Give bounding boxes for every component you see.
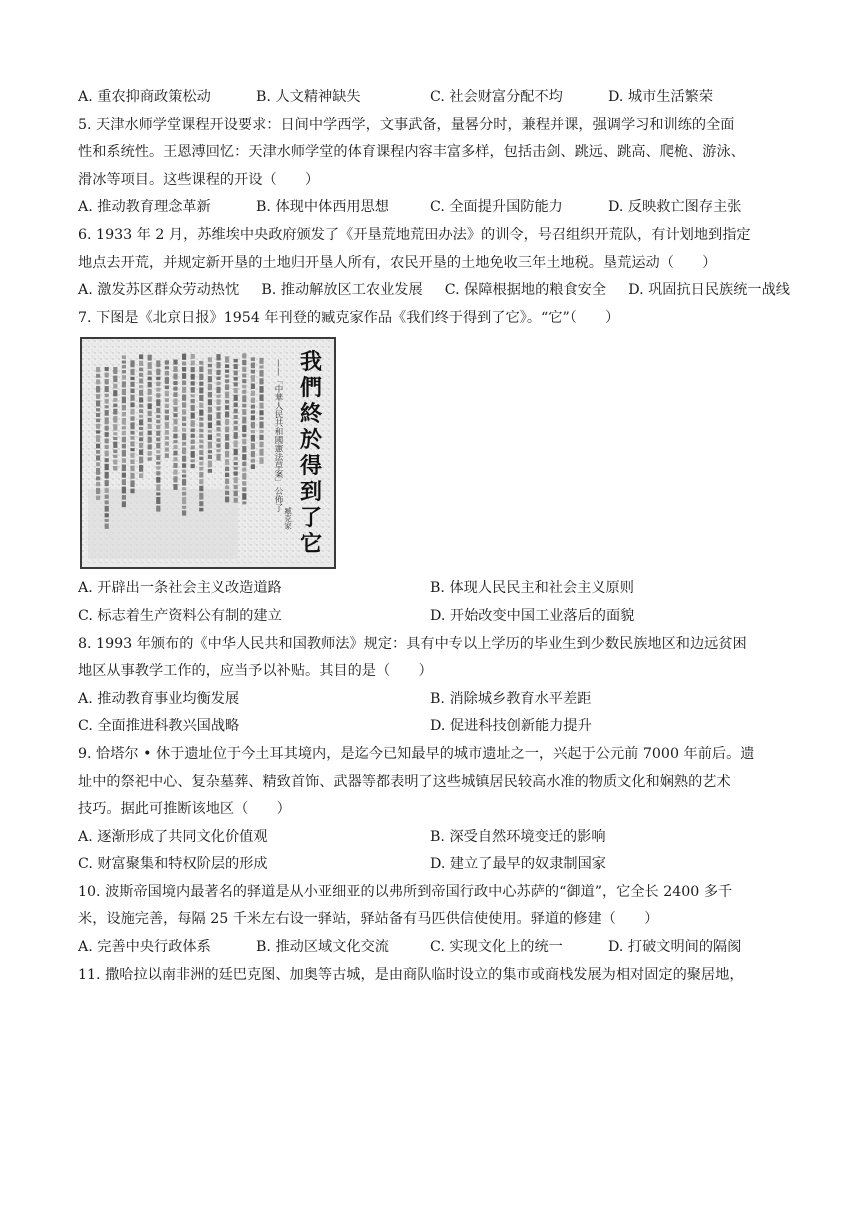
- q6-options: [78, 277, 790, 305]
- q7-option-b[interactable]: B. 体现人民民主和社会主义原则: [430, 580, 634, 597]
- q5-stem-line: 5. 天津水师学堂课程开设要求：日间中学西学，文事武备，量晷分时，兼程并课，强调学习和训练的全面: [78, 116, 735, 133]
- q8-options-row-1: [78, 686, 790, 714]
- q6-option-a[interactable]: A. 激发苏区群众劳动热忱: [78, 282, 240, 299]
- clipping-title-char: 到: [300, 479, 323, 506]
- clipping-title-char: 們: [300, 375, 323, 402]
- newspaper-clipping-image: [80, 337, 336, 569]
- q5-option-a[interactable]: A. 推动教育理念革新: [78, 199, 211, 216]
- clipping-title-char: 我: [300, 349, 323, 376]
- q5-option-b[interactable]: B. 体现中体西用思想: [256, 199, 389, 216]
- q6-stem-line: 6. 1933 年 2 月，苏维埃中央政府颁发了《开垦荒地荒田办法》的训令，号召组织开荒队，有计划地到指定: [78, 226, 751, 243]
- q6-option-b[interactable]: B. 推动解放区工农业发展: [261, 282, 423, 299]
- question-9: [78, 741, 790, 879]
- question-8: [78, 631, 790, 741]
- clipping-title-char: 它: [300, 531, 323, 558]
- clipping-author: 臧克家: [283, 507, 293, 530]
- q10-option-a[interactable]: A. 完善中央行政体系: [78, 939, 211, 956]
- clipping-title-char: 了: [300, 505, 323, 532]
- q10-option-c[interactable]: C. 实现文化上的统一: [430, 939, 563, 956]
- q8-stem-line: 地区从事教学工作的，应当予以补贴。其目的是（ ）: [78, 663, 433, 680]
- question-7: [78, 305, 790, 631]
- q9-option-c[interactable]: C. 财富聚集和特权阶层的形成: [78, 856, 268, 873]
- q9-options-row-2: [78, 851, 790, 879]
- q6-stem-line: 地点去开荒，并规定新开垦的土地归开垦人所有，农民开垦的土地免收三年土地税。垦荒运动（ ）: [78, 254, 717, 271]
- q9-option-d[interactable]: D. 建立了最早的奴隶制国家: [430, 856, 606, 873]
- q10-stem-line: 米，设施完善，每隔 25 千米左右设一驿站，驿站备有马匹供信使使用。驿道的修建（ ）: [78, 911, 659, 928]
- q9-option-b[interactable]: B. 深受自然环境变迁的影响: [430, 828, 606, 845]
- q4-option-a[interactable]: A. 重农抑商政策松动: [78, 89, 211, 105]
- q5-option-c[interactable]: C. 全面提升国防能力: [430, 199, 563, 216]
- q10-stem-line: 10. 波斯帝国境内最著名的驿道是从小亚细亚的以弗所到帝国行政中心苏萨的“御道”，它全长 2400 多千: [78, 883, 733, 900]
- question-6: [78, 222, 790, 305]
- clipping-title-char: 得: [300, 453, 323, 480]
- q10-option-b[interactable]: B. 推动区域文化交流: [256, 939, 389, 956]
- clipping-title-char: 終: [300, 401, 323, 428]
- q6-option-c[interactable]: C. 保障根据地的粮食安全: [444, 282, 607, 299]
- q8-option-a[interactable]: A. 推动教育事业均衡发展: [78, 690, 240, 707]
- q5-options: [78, 194, 790, 222]
- q4-option-b[interactable]: B. 人文精神缺失: [256, 89, 361, 105]
- q8-option-b[interactable]: B. 消除城乡教育水平差距: [430, 690, 592, 707]
- q4-options: [78, 84, 790, 112]
- question-10: [78, 879, 790, 962]
- q5-stem-line: 性和系统性。王恩溥回忆：天津水师学堂的体育课程内容丰富多样，包括击剑、跳远、跳高、爬桅、游泳、: [78, 144, 745, 161]
- q10-options: [78, 934, 790, 962]
- q9-stem-line: 址中的祭祀中心、复杂墓葬、精致首饰、武器等都表明了这些城镇居民较高水准的物质文化和娴熟的艺术: [78, 773, 731, 790]
- q7-options-row-1: [78, 575, 790, 603]
- question-11: [78, 962, 790, 990]
- q4-option-d[interactable]: D. 城市生活繁荣: [608, 89, 714, 105]
- q7-options-row-2: [78, 603, 790, 631]
- q9-stem-line: 技巧。据此可推断该地区（ ）: [78, 801, 291, 818]
- q8-option-c[interactable]: C. 全面推进科教兴国战略: [78, 718, 240, 735]
- clipping-title: [300, 349, 322, 557]
- q5-stem-line: 滑冰等项目。这些课程的开设（ ）: [78, 171, 320, 188]
- clipping-subtitle: ——「中華人民共和國憲法草案」公佈了: [273, 359, 283, 513]
- q8-option-d[interactable]: D. 促进科技创新能力提升: [430, 718, 592, 735]
- q8-stem-line: 8. 1993 年颁布的《中华人民共和国教师法》规定：具有中专以上学历的毕业生到少数民族地区和边远贫困: [78, 635, 747, 652]
- q7-option-d[interactable]: D. 开始改变中国工业落后的面貌: [430, 607, 635, 624]
- q10-option-d[interactable]: D. 打破文明间的隔阂: [608, 939, 742, 956]
- q11-stem-line: 11. 撒哈拉以南非洲的廷巴克图、加奥等古城，是由商队临时设立的集市或商栈发展为相对固定的聚居地，: [78, 966, 744, 983]
- exam-page: [78, 84, 790, 989]
- q7-option-c[interactable]: C. 标志着生产资料公有制的建立: [78, 607, 282, 624]
- q7-stem-line: 7. 下图是《北京日报》1954 年刊登的臧克家作品《我们终于得到了它》。“它”（ ）: [78, 309, 620, 326]
- q6-option-d[interactable]: D. 巩固抗日民族统一战线: [628, 282, 790, 299]
- clipping-title-char: 於: [300, 427, 323, 454]
- q7-option-a[interactable]: A. 开辟出一条社会主义改造道路: [78, 580, 282, 597]
- q9-options-row-1: [78, 824, 790, 852]
- q5-option-d[interactable]: D. 反映救亡图存主张: [608, 199, 742, 216]
- q8-options-row-2: [78, 713, 790, 741]
- q4-option-c[interactable]: C. 社会财富分配不均: [430, 89, 563, 105]
- q9-stem-line: 9. 恰塔尔 • 休于遗址位于今土耳其境内，是迄今已知最早的城市遗址之一，兴起于公元前 7000 年前后。遗: [78, 745, 755, 762]
- q9-option-a[interactable]: A. 逐渐形成了共同文化价值观: [78, 828, 268, 845]
- question-5: [78, 112, 790, 222]
